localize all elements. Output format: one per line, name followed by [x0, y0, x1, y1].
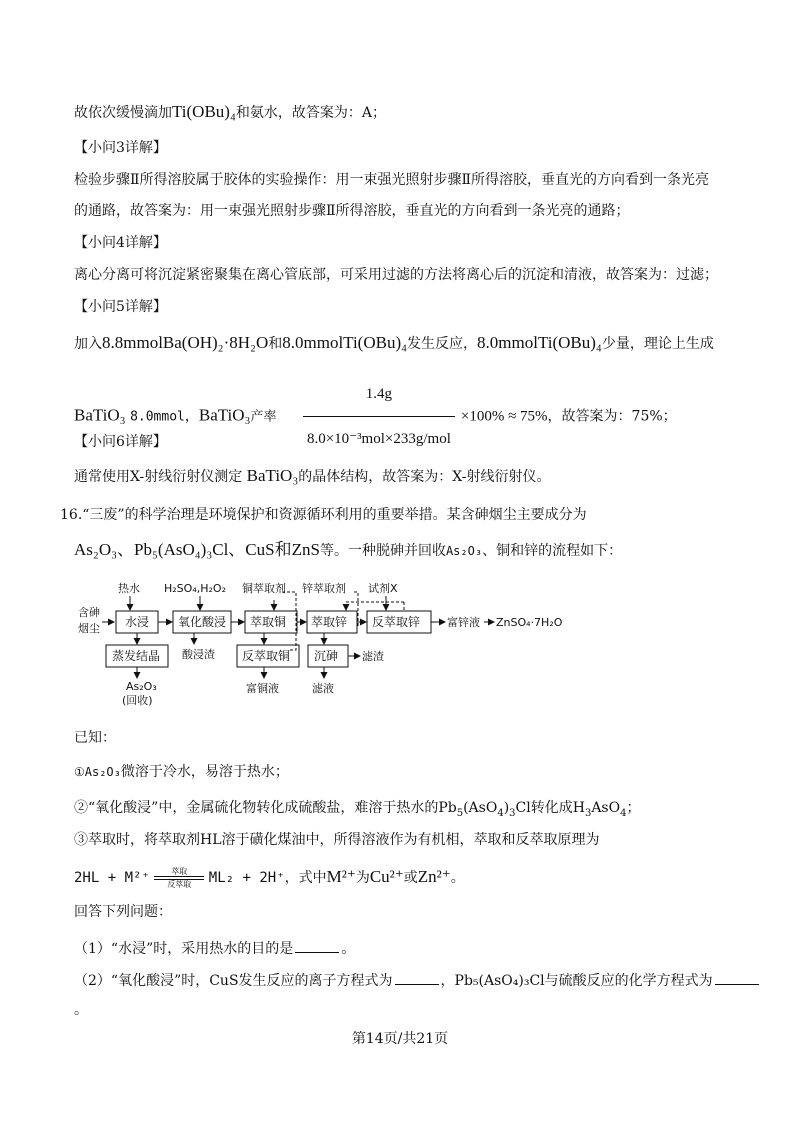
equation-line	[74, 862, 465, 893]
paragraph-line: 。	[74, 1002, 88, 1018]
text-fragment: ，	[184, 408, 199, 425]
subscript: 3	[509, 807, 516, 819]
paragraph-line: 的通路，故答案为：用一束强光照射步骤Ⅱ所得溶胶，垂直光的方向看到一条光亮的通路；	[74, 203, 630, 219]
text-line	[74, 102, 386, 123]
text-fragment: 、铜和锌的流程如下：	[482, 543, 623, 559]
formula: ①As₂O₃	[74, 765, 121, 779]
flow-box-extract-cu: 萃取铜	[250, 615, 287, 629]
subscript: 5	[456, 807, 464, 819]
flow-label-rich-cu: 富铜液	[246, 682, 279, 695]
flow-box-oxidative-leach: 氧化酸浸	[178, 615, 227, 629]
text-fragment: 。	[450, 870, 465, 886]
answer-blank	[395, 970, 439, 985]
fraction-numerator: 1.4g	[303, 374, 455, 417]
text-fragment: 。	[341, 941, 356, 957]
formula: Zn²⁺	[417, 867, 451, 886]
flow-label-feed: 含砷	[78, 606, 100, 619]
formula: 8.0mmolTi(OBu)₄	[282, 333, 408, 352]
formula-tiobu4: Ti(OBu)₄	[172, 102, 236, 121]
text-fragment: 与硫酸反应的化学方程式为	[544, 973, 713, 989]
question-16-stem: 16.“三废”的科学治理是环境保护和资源循环利用的重要举措。某含砷烟尘主要成分为	[60, 507, 587, 523]
subscript: 4	[620, 807, 627, 819]
section-heading: 【小问3详解】	[74, 140, 167, 156]
paragraph-line	[74, 762, 289, 782]
text-fragment: （1）“水浸”时，采用热水的目的是	[74, 941, 294, 957]
answer-blank	[295, 938, 339, 953]
section-heading: 【小问5详解】	[74, 299, 167, 315]
section-heading: 【小问4详解】	[74, 235, 167, 251]
fraction	[303, 374, 455, 459]
text-fragment: ；	[626, 800, 641, 816]
text-fragment: ，	[440, 973, 455, 989]
paragraph-line: ③萃取时，将萃取剂HL溶于磺化煤油中，所得溶液作为有机相，萃取和反萃取原理为	[74, 832, 600, 848]
text-fragment: 为	[355, 870, 370, 886]
paragraph-line	[74, 333, 714, 354]
flow-label-reagent: 锌萃取剂	[302, 582, 346, 595]
flow-label-filter-residue: 滤渣	[362, 650, 384, 663]
flow-label-reagent: 试剂X	[368, 582, 398, 595]
answer-blank	[715, 970, 759, 985]
arrow-label-bottom: 反萃取	[167, 880, 192, 889]
text-fragment: 通常使用X-射线衍射仪测定	[74, 469, 243, 485]
formula: 8.0mmol	[130, 409, 185, 425]
question-line	[74, 970, 761, 991]
formula: M²⁺	[326, 867, 356, 886]
text-fragment: 故依次缓慢滴加	[74, 105, 172, 121]
flow-box-strip-cu: 反萃取铜	[242, 649, 291, 663]
text-fragment: ②“氧化酸浸”中，金属硫化物转化成硫酸盐，难溶于热水的Pb	[74, 800, 457, 816]
subscript: 3	[584, 807, 592, 819]
flow-label-rich-zn: 富锌液	[447, 616, 480, 629]
page-footer: 第14页/共21页	[351, 1031, 449, 1047]
flow-box-precipitate-as: 沉砷	[314, 649, 339, 663]
text-fragment: ，故答案为：75%；	[547, 408, 677, 425]
flow-box-extract-zn: 萃取锌	[311, 615, 348, 629]
text-fragment: 和	[268, 336, 283, 352]
formula: BaTiO₃	[198, 405, 251, 425]
text-fragment: 产率	[250, 409, 277, 425]
formula: 8.8mmolBa(OH)₂·8H₂O	[102, 333, 269, 352]
paragraph-line: 已知：	[74, 730, 116, 746]
text-fragment: Cl转化成H	[515, 800, 585, 816]
paragraph-line	[74, 540, 622, 561]
text-fragment: AsO	[591, 800, 621, 816]
paragraph-line	[74, 798, 640, 824]
text-fragment: 的晶体结构，故答案为：X-射线衍射仪。	[298, 469, 551, 485]
formula: Cu²⁺	[369, 867, 404, 886]
formula: As₂O₃	[445, 544, 483, 558]
formula: ML₂ + 2H⁺	[208, 870, 285, 886]
text-fragment: (AsO	[463, 800, 498, 816]
flow-label-acid-residue: 酸浸渣	[182, 648, 215, 661]
flow-label-as2o3: As₂O₃	[126, 680, 157, 693]
formula: BaTiO₃	[246, 466, 299, 485]
flow-label-reagent: H₂SO₄,H₂O₂	[164, 582, 226, 595]
text-fragment: 加入	[74, 336, 102, 352]
formula: 8.0mmolTi(OBu)₄	[477, 333, 602, 352]
flow-label-reagent: 铜萃取剂	[242, 582, 286, 595]
equilibrium-arrow	[154, 867, 204, 889]
formula: BaTiO₃	[74, 405, 126, 425]
flow-box-strip-zn: 反萃取锌	[372, 615, 421, 629]
paragraph-line: 回答下列问题：	[74, 904, 172, 920]
flow-box-water-leach: 水浸	[125, 615, 150, 629]
text-fragment: 少量，理论上生成	[601, 336, 714, 352]
formula: 2HL + M²⁺	[74, 870, 150, 886]
paragraph-line	[74, 466, 550, 487]
flow-label-feed: 烟尘	[78, 622, 100, 635]
arrow-label-top: 萃取	[171, 867, 188, 876]
paragraph-line: 检验步骤Ⅱ所得溶胶属于胶体的实验操作：用一束强光照射步骤Ⅱ所得溶胶，垂直光的方向看到一条光亮	[74, 172, 710, 188]
flow-box-evaporate: 蒸发结晶	[112, 649, 161, 663]
text-fragment: 发生反应，	[407, 336, 478, 352]
text-fragment: 和氨水，故答案为：A；	[235, 105, 386, 121]
text-fragment: ，式中	[284, 870, 327, 886]
text-fragment: （2）“氧化酸浸”时，CuS发生反应的离子方程式为	[74, 973, 393, 989]
flow-label-product: ZnSO₄·7H₂O	[496, 616, 563, 629]
fraction-denominator: 8.0×10⁻³mol×233g/mol	[306, 431, 451, 447]
text-fragment: 微溶于冷水，易溶于热水；	[120, 764, 289, 780]
formula: ×100% ≈ 75%	[460, 408, 548, 425]
question-line	[74, 938, 355, 959]
section-heading: 【小问6详解】	[74, 434, 167, 450]
paragraph-line: 离心分离可将沉淀紧密聚集在离心管底部，可采用过滤的方法将离心后的沉淀和清液，故答案为：过滤；	[74, 267, 718, 283]
formula: Pb₅(AsO₄)₃Cl	[454, 973, 545, 989]
subscript: 4	[497, 807, 504, 819]
text-fragment: 等。一种脱砷并回收	[319, 543, 446, 559]
formula: 和ZnS	[274, 540, 320, 559]
text-fragment: )	[503, 800, 510, 816]
text-fragment: 或	[403, 870, 418, 886]
process-flow-diagram	[74, 578, 594, 708]
flow-label-reagent: 热水	[118, 582, 140, 595]
flow-label-filtrate: 滤液	[312, 682, 334, 695]
formula: As₂O₃、Pb₅(AsO₄)₃Cl、CuS	[74, 540, 275, 559]
flow-label-recovery: (回收)	[122, 694, 153, 707]
